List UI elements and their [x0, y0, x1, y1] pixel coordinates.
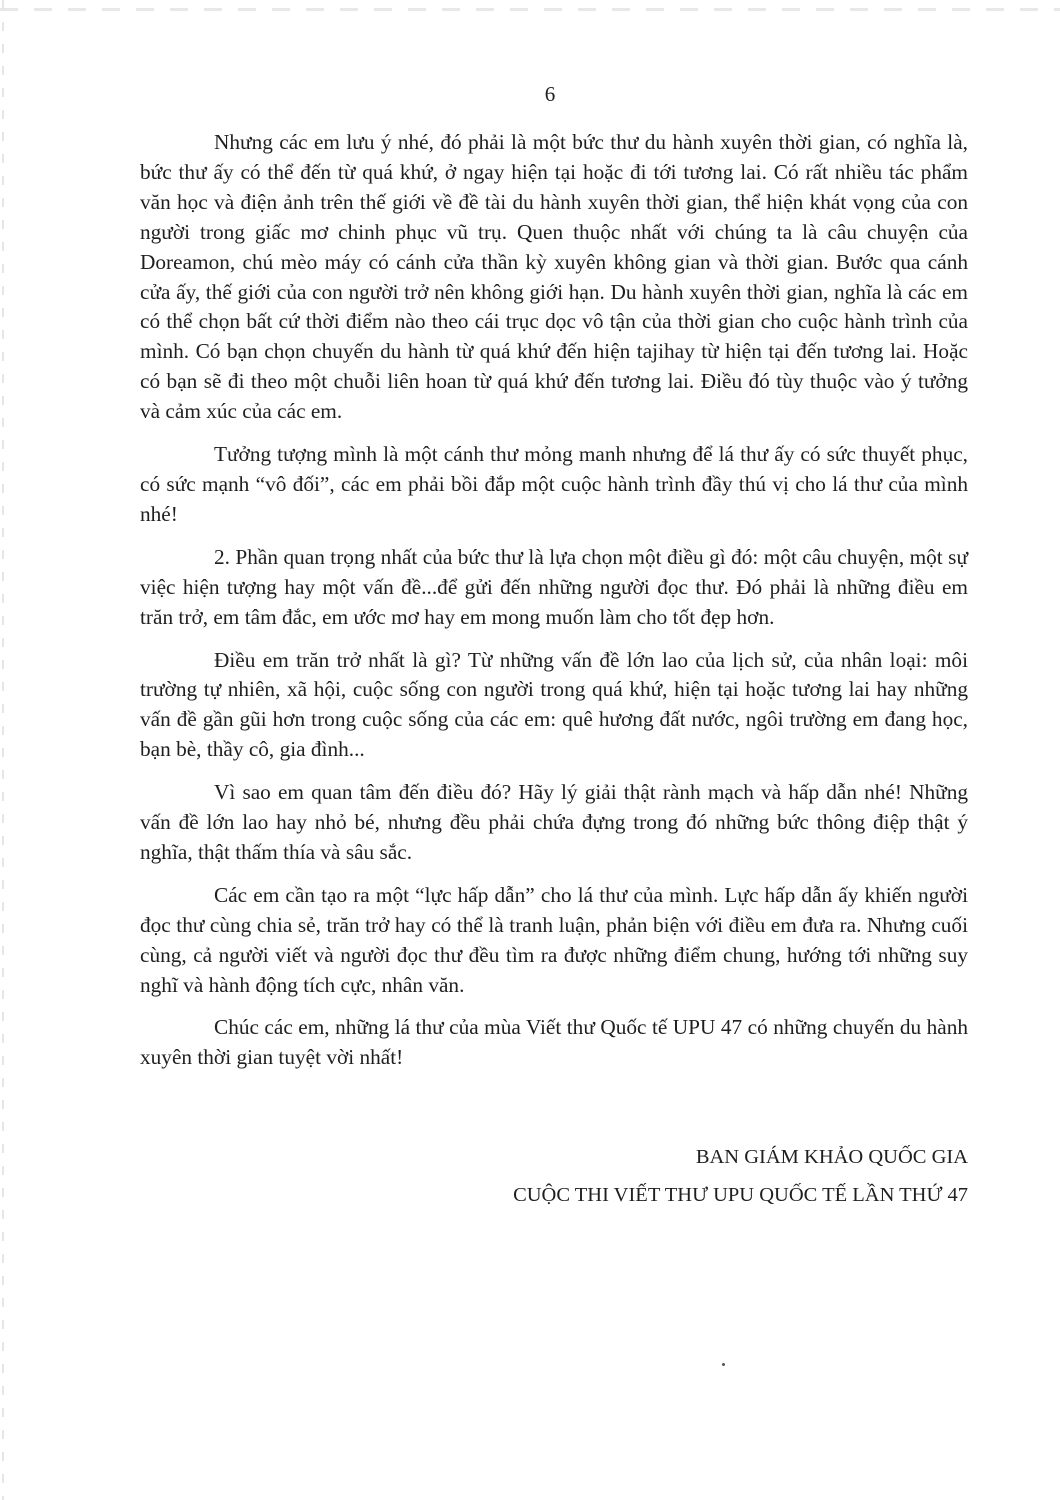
scan-edge-left: [2, 0, 4, 1500]
signature-committee: BAN GIÁM KHẢO QUỐC GIA: [695, 1146, 968, 1168]
signature-contest: CUỘC THI VIẾT THƯ UPU QUỐC TẾ LẦN THỨ 47: [513, 1184, 968, 1206]
paragraph-concerns: Điều em trăn trở nhất là gì? Từ những vấn đề lớn lao của lịch sử, của nhân loại: môi trường tự nhiên, xã hội, cuộc sống con người trong quá khứ, hiện tại hoặc tương lai hay những vấn đề gần gũi hơn trong cuộc sống của các em: quê hương đất nước, ngôi trường em đang học, bạn bè, thầy cô, gia đình...: [140, 647, 968, 762]
scan-edge-top: [0, 8, 1060, 11]
scan-speck: [722, 1363, 725, 1366]
paragraph-closing-wish: Chúc các em, những lá thư của mùa Viết thư Quốc tế UPU 47 có những chuyến du hành xuyên thời gian tuyệt vời nhất!: [140, 1015, 968, 1070]
paragraph-why-care: Vì sao em quan tâm đến điều đó? Hãy lý giải thật rành mạch và hấp dẫn nhé! Những vấn đề lớn lao hay nhỏ bé, nhưng đều phải chứa đựng trong đó những bức thông điệp thật ý nghĩa, thật thấm thía và sâu sắc.: [140, 780, 968, 864]
paragraph-choose-topic: 2. Phần quan trọng nhất của bức thư là lựa chọn một điều gì đó: một câu chuyện, một sự việc hiện tượng hay một vấn đề...để gửi đến những người đọc thư. Đó phải là những điều em trăn trở, em tâm đắc, em ước mơ hay em mong muốn làm cho tốt đẹp hơn.: [140, 544, 968, 629]
page-number: 6: [544, 82, 556, 106]
paragraph-time-travel: Nhưng các em lưu ý nhé, đó phải là một bức thư du hành xuyên thời gian, có nghĩa là, bức thư ấy có thể đến từ quá khứ, ở ngay hiện tại hoặc đi tới tương lai. Có rất nhiều tác phẩm văn học và điện ảnh trên thế giới về đề tài du hành xuyên thời gian, thể hiện khát vọng của con người trong giấc mơ chinh phục vũ trụ. Quen thuộc nhất với chúng ta là câu chuyện của Doreamon, chú mèo máy có cánh cửa thần kỳ xuyên không gian và thời gian. Bước qua cánh cửa ấy, thế giới của con người trở nên không giới hạn. Du hành xuyên thời gian, nghĩa là các em có thể chọn bất cứ thời điểm nào theo cái trục dọc vô tận của thời gian cho cuộc hành trình của mình. Có bạn chọn chuyến du hành từ quá khứ đến hiện tajihay từ hiện tại đến tương lai. Hoặc có bạn sẽ đi theo một chuỗi liên hoan từ quá khứ đến tương lai. Điều đó tùy thuộc vào ý tưởng và cảm xúc của các em.: [140, 130, 968, 424]
paragraph-imagine-letter: Tưởng tượng mình là một cánh thư mỏng manh nhưng để lá thư ấy có sức thuyết phục, có sức mạnh “vô đối”, các em phải bồi đắp một cuộc hành trình đầy thú vị cho lá thư của mình nhé!: [140, 442, 968, 526]
paragraph-attraction: Các em cần tạo ra một “lực hấp dẫn” cho lá thư của mình. Lực hấp dẫn ấy khiến người đọc thư cùng chia sẻ, trăn trở hay có thể là tranh luận, phản biện với điều em đưa ra. Nhưng cuối cùng, cả người viết và người đọc thư đều tìm ra được những điểm chung, hướng tới những suy nghĩ và hành động tích cực, nhân văn.: [140, 882, 968, 997]
body-text: [140, 128, 968, 1086]
signature-block: [513, 1138, 968, 1214]
